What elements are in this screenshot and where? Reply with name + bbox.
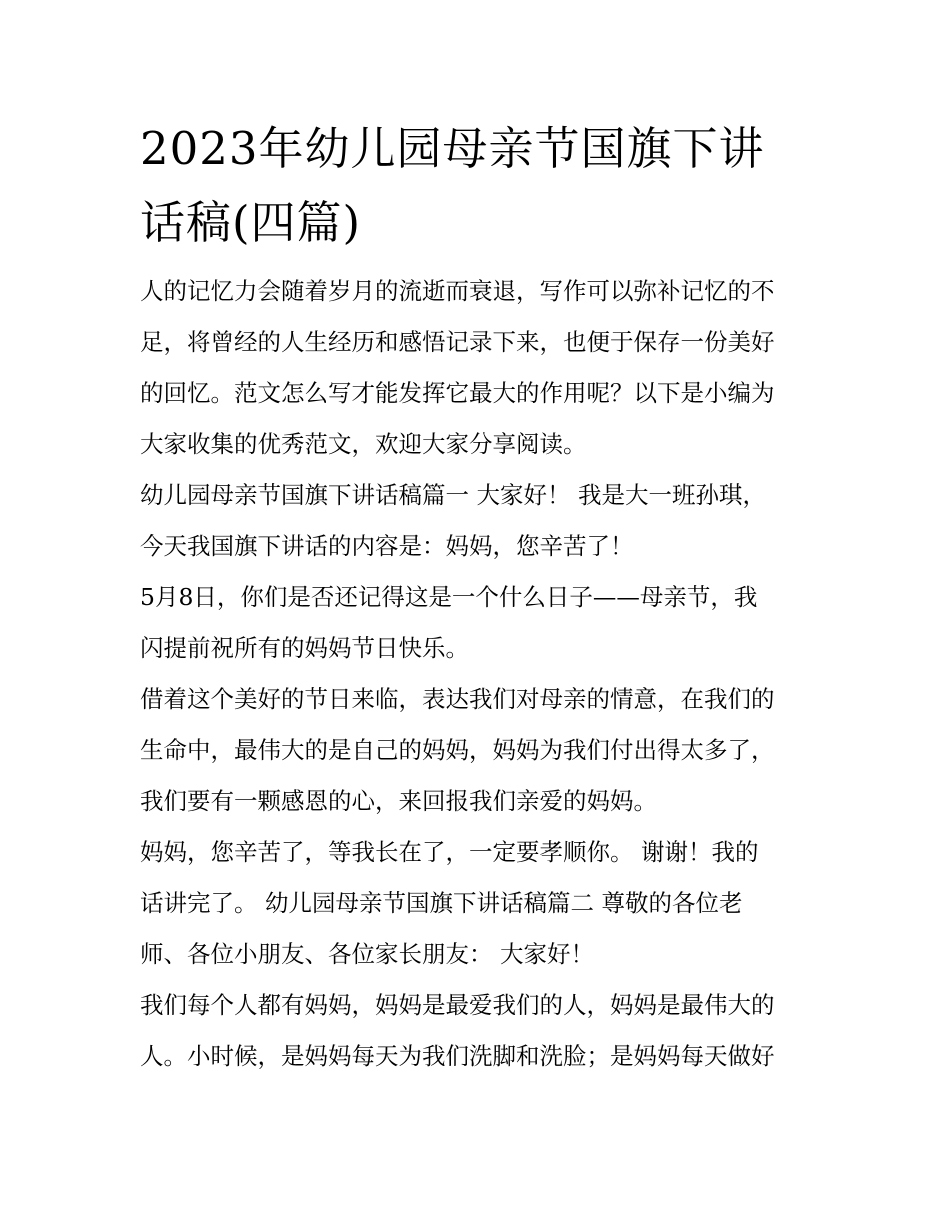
text-line: 人的记忆力会随着岁月的流逝而衰退，写作可以弥补记忆的不 [140,277,775,305]
text-line: 足，将曾经的人生经历和感悟记录下来，也便于保存一份美好 [140,328,775,356]
text-line: 人。小时候，是妈妈每天为我们洗脚和洗脸；是妈妈每天做好 [140,1042,775,1070]
text-line: 5月8日，你们是否还记得这是一个什么日子——母亲节，我 [140,583,758,611]
text-line: 话讲完了。 幼儿园母亲节国旗下讲话稿篇二 尊敬的各位老 [140,889,743,917]
text-line: 幼儿园母亲节国旗下讲话稿篇一 大家好！ 我是大一班孙琪， [140,481,766,509]
document-content [140,112,812,1082]
text-line: 师、各位小朋友、各位家长朋友： 大家好！ [140,940,594,968]
text-line: 闪提前祝所有的妈妈节日快乐。 [140,634,469,662]
title-line: 话稿(四篇) [140,196,362,249]
text-line: 大家收集的优秀范文，欢迎大家分享阅读。 [140,430,587,458]
paragraph-intro [140,266,812,470]
text-line: 今天我国旗下讲话的内容是：妈妈，您辛苦了！ [140,532,634,560]
paragraph-speech-one-opening [140,470,812,572]
paragraph-everyone-has-mother [140,980,812,1082]
paragraph-gratitude [140,674,812,827]
text-line: 生命中，最伟大的是自己的妈妈，妈妈为我们付出得太多了， [140,736,775,764]
text-line: 我们每个人都有妈妈，妈妈是最爱我们的人，妈妈是最伟大的 [140,991,775,1019]
text-line: 的回忆。范文怎么写才能发挥它最大的作用呢？以下是小编为 [140,379,775,407]
text-line: 我们要有一颗感恩的心，来回报我们亲爱的妈妈。 [140,787,657,815]
title-line: 2023年幼儿园母亲节国旗下讲 [140,122,765,175]
paragraph-speech-two-opening [140,827,812,980]
paragraph-mothers-day-date [140,572,812,674]
text-line: 借着这个美好的节日来临，表达我们对母亲的情意，在我们的 [140,685,775,713]
document-title [140,112,812,260]
text-line: 妈妈，您辛苦了，等我长在了，一定要孝顺你。 谢谢！我的 [140,838,759,866]
